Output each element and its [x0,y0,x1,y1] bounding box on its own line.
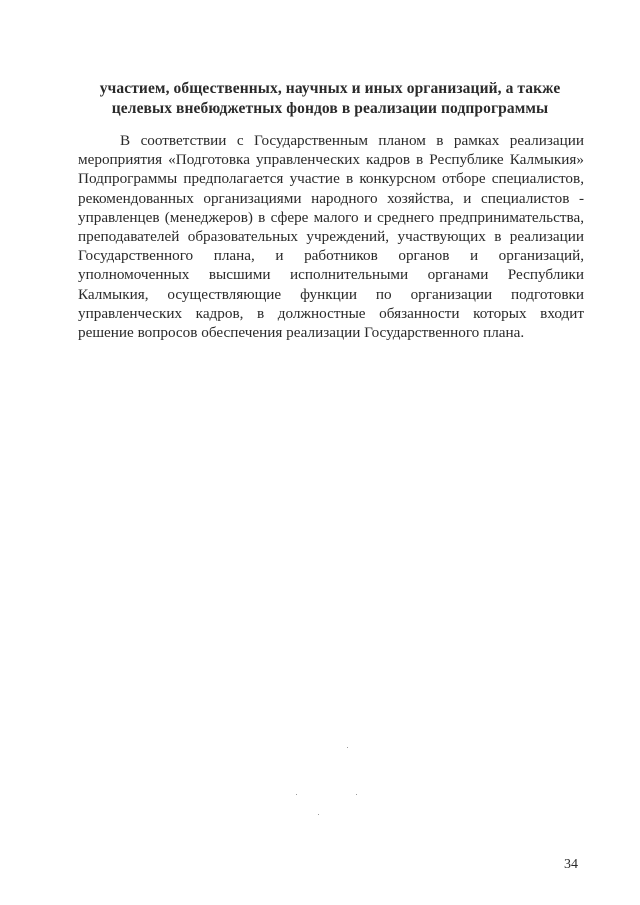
heading-line-1: участием, общественных, научных и иных организаций, а также [99,80,561,97]
paragraph-line-6: преподавателей образовательных учреждений, участвующих в реализации [78,228,584,246]
paragraph-line-2: мероприятия «Подготовка управленческих кадров в Республике Калмыкия» [78,151,584,169]
paragraph-line-3: Подпрограммы предполагается участие в конкурсном отборе специалистов, [78,170,584,188]
paragraph-line-4: рекомендованных организациями народного хозяйства, и специалистов - [78,189,584,207]
scan-speck [347,747,348,748]
scan-speck [296,794,297,795]
paragraph-line-1: В соответствии с Государственным планом в рамках реализации [120,132,584,149]
paragraph-line-11: решение вопросов обеспечения реализации Государственного плана. [78,324,525,342]
body-paragraph [78,131,584,342]
heading-line-2: целевых внебюджетных фондов в реализации подпрограммы [111,100,549,117]
section-heading [78,79,582,119]
paragraph-line-8: уполномоченных высшими исполнительными органами Республики [78,266,584,284]
scan-speck [356,794,357,795]
page-number: 34 [564,857,578,872]
paragraph-line-9: Калмыкия, осуществляющие функции по организации подготовки [78,285,584,303]
paragraph-line-7: Государственного плана, и работников органов и организаций, [78,247,584,265]
paragraph-line-5: управленцев (менеджеров) в сфере малого и среднего предпринимательства, [78,208,584,226]
paragraph-line-10: управленческих кадров, в должностные обязанности которых входит [78,304,584,322]
scan-speck [318,814,319,815]
